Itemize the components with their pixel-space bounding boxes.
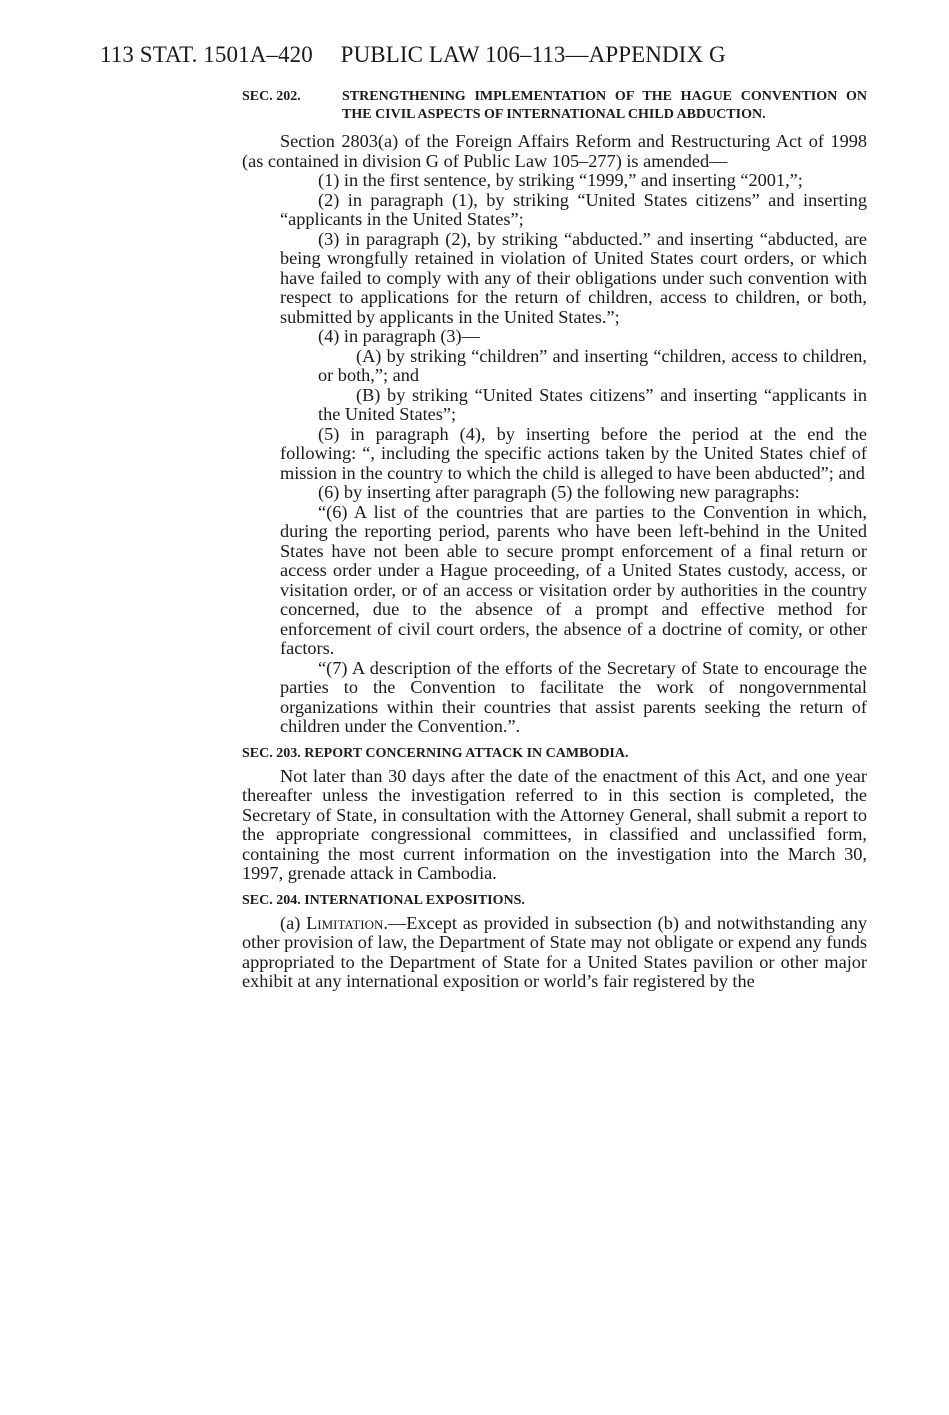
page-body [242,88,867,992]
section-203-heading: SEC. 203. REPORT CONCERNING ATTACK IN CAMBODIA. [242,745,629,761]
section-202-number: SEC. 202. [242,89,301,104]
running-head [100,42,726,68]
subsection-a-text: .—Except as provided in subsection (b) and notwithstanding any other provision of law, the Department of State may not obligate or expend any funds appropriated to the Department of State for a United States pavilion or other major exhibit at any international exposition or world’s fair registered by the [242,912,867,991]
section-204-heading: SEC. 204. INTERNATIONAL EXPOSITIONS. [242,892,525,908]
quoted-paragraph-7: “(7) A description of the efforts of the Secretary of State to encourage the parties to the Convention to facilitate the work of nongovernmental organizations within their countries that assist parents seeking the return of children under the Convention.”. [280,657,867,736]
section-202-para-2: (2) in paragraph (1), by striking “United States citizens” and inserting “applicants in the United States”; [280,189,867,229]
section-204-subsection-a: (a) Limitation.—Except as provided in subsection (b) and notwithstanding any other provision of law, the Department of State may not obligate or expend any funds appropriated to the Department of State for a United States pavilion or other major exhibit at any international exposition or world’s fair registered by the [242,912,867,991]
section-202-para-5: (5) in paragraph (4), by inserting before the period at the end the following: “, including the specific actions taken by the United States chief of mission in the country to which the child is alleged to have been abducted”; and [280,423,867,483]
section-202-para-6: (6) by inserting after paragraph (5) the following new paragraphs: [318,482,800,502]
section-202-para-3: (3) in paragraph (2), by striking “abducted.” and inserting “abducted, are being wrongfully retained in violation of United States court orders, or which have failed to comply with any of their obligations under such convention with respect to applications for the return of children, access to children, or both, submitted by applicants in the United States.”; [280,228,867,327]
section-202-para-4: (4) in paragraph (3)— [318,326,480,346]
section-202-heading [242,88,867,124]
section-202-para-1: (1) in the first sentence, by striking “1999,” and inserting “2001,”; [318,170,803,190]
running-head-title: PUBLIC LAW 106–113—APPENDIX G [340,42,726,67]
section-202-intro: Section 2803(a) of the Foreign Affairs Reform and Restructuring Act of 1998 (as contained in division G of Public Law 105–277) is amended— [242,131,867,171]
section-202-para-4a: (A) by striking “children” and inserting “children, access to children, or both,”; and [318,345,867,385]
subsection-a-label: Limitation [306,912,384,933]
page-folio: 113 STAT. 1501A–420 [100,42,313,67]
section-202-para-4b: (B) by striking “United States citizens” and inserting “applicants in the United States”; [318,384,867,424]
section-202-title: STRENGTHENING IMPLEMENTATION OF THE HAGUE CONVENTION ON THE CIVIL ASPECTS OF INTERNATIONAL CHILD ABDUCTION. [342,89,867,122]
section-203-text: Not later than 30 days after the date of the enactment of this Act, and one year thereafter unless the investigation referred to in this section is completed, the Secretary of State, in consultation with the Attorney General, shall submit a report to the appropriate congressional committees, in classified and unclassified form, containing the most current information on the investigation into the March 30, 1997, grenade attack in Cambodia. [242,765,867,883]
quoted-paragraph-6: “(6) A list of the countries that are parties to the Convention in which, during the reporting period, parents who have been left-behind in the United States have not been able to secure prompt enforcement of a final return or access order under a Hague proceeding, of a United States custody, access, or visitation order, or of an access or visitation order by authorities in the country concerned, due to the absence of a prompt and effective method for enforcement of civil court orders, the absence of a doctrine of comity, or other factors. [280,501,867,658]
